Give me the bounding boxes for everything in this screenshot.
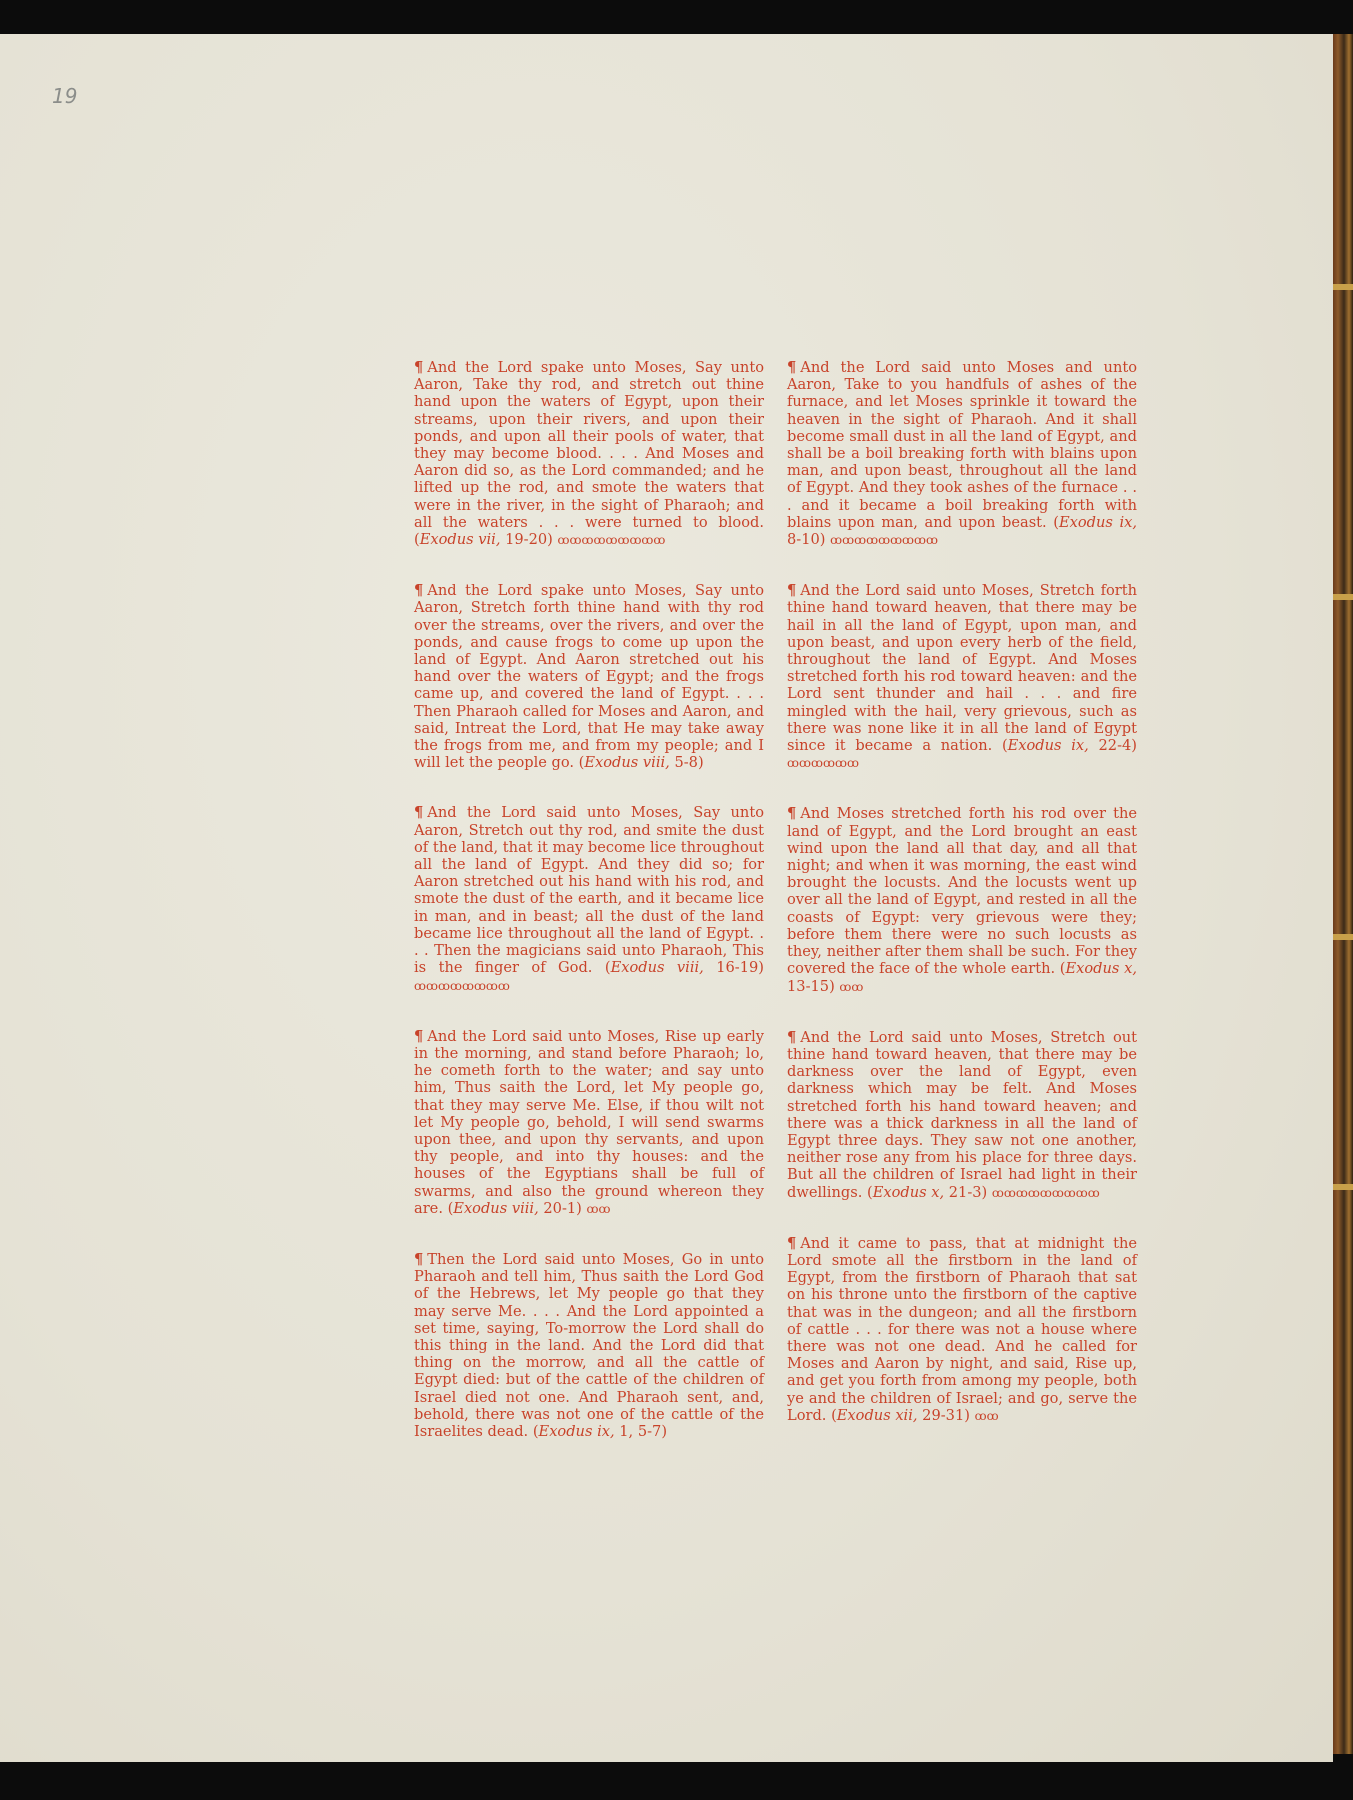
pilcrow-mark: ¶: [787, 805, 797, 823]
passage-text: And the Lord said unto Moses, Stretch out thine hand toward heaven, that there may be darkness over the land of Egypt, even darkness which may be felt. And Moses stretched forth his hand toward heaven; and there was a thick darkness in all the land of Egypt three days. They saw not one another, neither rose any from his place for three days. But all the children of Israel had light in their dwellings.: [787, 1028, 1137, 1201]
folio-number: 19: [52, 84, 78, 108]
reference-book: Exodus ix,: [1007, 737, 1089, 755]
reference-open: (: [1055, 960, 1066, 978]
passage-text: And the Lord said unto Moses, Say unto Aaron, Stretch out thy rod, and smite the dust of the land, that it may become lice throughout all the land of Egypt. And they did so; for Aaron stretched out his hand with his rod, and smote the dust of the earth, and it became lice in man, and in beast; all the dust of the land became lice throughout all the land of Egypt. . . . Then the magicians said unto Pharaoh, This is the finger of God.: [414, 804, 764, 977]
scripture-passage: [787, 582, 1137, 772]
line-ornament: ꝏꝏ: [974, 1408, 999, 1423]
pilcrow-mark: ¶: [787, 359, 797, 376]
passage-text: And the Lord said unto Moses, Rise up early in the morning, and stand before Pharaoh; lo, he cometh forth to the water; and say unto him, Thus saith the Lord, let My people go, that they may serve Me. Else, if thou wilt not let My people go, behold, I will send swarms upon thee, and upon thy servants, and upon thy people, and into thy houses: and the houses of the Egyptians shall be full of swarms, and also the ground whereon they are.: [414, 1027, 764, 1217]
pilcrow-mark: ¶: [414, 1027, 424, 1045]
line-ornament: ꝏꝏꝏꝏꝏꝏ: [787, 756, 859, 771]
pilcrow-mark: ¶: [414, 1250, 424, 1268]
pilcrow-mark: ¶: [414, 804, 424, 822]
pilcrow-mark: ¶: [787, 1028, 797, 1046]
passage-text: And the Lord spake unto Moses, Say unto Aaron, Take thy rod, and stretch out thine hand upon the waters of Egypt, upon their streams, upon their rivers, and upon their ponds, and upon all their pools of water, that they may become blood. . . . And Moses and Aaron did so, as the Lord commanded; and he lifted up the rod, and smote the waters that were in the river, in the sight of Pharaoh; and all the waters . . . were turned to blood.: [414, 359, 764, 531]
passage-text: And the Lord spake unto Moses, Say unto Aaron, Stretch forth thine hand with thy rod over the streams, over the rivers, and over the ponds, and cause frogs to come up upon the land of Egypt. And Aaron stretched out his hand over the waters of Egypt; and the frogs came up, and covered the land of Egypt. . . . Then Pharaoh called for Moses and Aaron, and said, Intreat the Lord, that He may take away the frogs from me, and from my people; and I will let the people go.: [414, 582, 764, 772]
reference-open: (: [992, 737, 1008, 755]
reference-open: (: [592, 959, 611, 977]
reference-book: Exodus x,: [872, 1183, 945, 1201]
scripture-passage: [414, 359, 764, 549]
scripture-passage: [787, 1235, 1137, 1425]
reference-open: (: [826, 1406, 837, 1424]
reference-book: Exodus x,: [1065, 960, 1137, 978]
adjacent-page-edge: [1333, 34, 1353, 1754]
reference-verses: 8-10): [787, 531, 826, 549]
line-ornament: ꝏꝏ: [586, 1201, 611, 1216]
pilcrow-mark: ¶: [414, 359, 424, 376]
scripture-passage: [414, 1028, 764, 1218]
line-ornament: ꝏꝏꝏꝏꝏꝏꝏꝏꝏ: [557, 533, 666, 548]
scripture-passage: [787, 805, 1137, 995]
reference-open: (: [414, 531, 420, 549]
reference-verses: 13-15): [787, 977, 835, 995]
reference-verses: 22-4): [1088, 737, 1137, 755]
scripture-passage: [414, 582, 764, 771]
passage-text: And Moses stretched forth his rod over the land of Egypt, and the Lord brought an east wind upon the land all that day, and all that night; and when it was morning, the east wind brought the locusts. And the locusts went up over all the land of Egypt, and rested in all the coasts of Egypt: very grievous were they; before them there were no such locusts as they, neither after them shall be such. For they covered the face of the whole earth.: [787, 805, 1137, 978]
reference-book: Exodus ix,: [1058, 513, 1137, 531]
spine-band: [1333, 1184, 1353, 1190]
reference-book: Exodus viii,: [453, 1199, 539, 1217]
line-ornament: ꝏꝏꝏꝏꝏꝏꝏꝏ: [414, 978, 510, 993]
passage-text: And it came to pass, that at midnight the Lord smote all the firstborn in the land of Egypt, from the firstborn of Pharaoh that sat on his throne unto the firstborn of the captive that was in the dungeon; and all the firstborn of cattle . . . for there was not a house where there was not one dead. And he called for Moses and Aaron by night, and said, Rise up, and get you forth from among my people, both ye and the children of Israel; and go, serve the Lord.: [787, 1234, 1137, 1424]
line-ornament: ꝏꝏꝏꝏꝏꝏꝏꝏꝏ: [830, 533, 939, 548]
scripture-passage: [787, 1029, 1137, 1202]
pilcrow-mark: ¶: [414, 582, 424, 600]
spine-band: [1333, 934, 1353, 940]
passage-text: And the Lord said unto Moses and unto Aaron, Take to you handfuls of ashes of the furnace, and let Moses sprinkle it toward the heaven in the sight of Pharaoh. And it shall become small dust in all the land of Egypt, and shall be a boil breaking forth with blains upon man, and upon beast, throughout all the land of Egypt. And they took ashes of the furnace . . . and it became a boil breaking forth with blains upon man, and upon beast.: [787, 359, 1137, 531]
line-ornament: ꝏꝏ: [839, 979, 864, 994]
line-ornament: ꝏꝏꝏꝏꝏꝏꝏꝏꝏ: [991, 1185, 1100, 1200]
scripture-passage: [787, 359, 1137, 549]
reference-book: Exodus vii,: [419, 531, 501, 549]
reference-open: (: [862, 1183, 873, 1201]
reference-verses: 20-1): [538, 1199, 582, 1217]
reference-book: Exodus ix,: [538, 1422, 615, 1440]
scripture-passage: [414, 1251, 764, 1440]
reference-verses: 16-19): [703, 959, 764, 977]
reference-open: (: [528, 1422, 539, 1440]
scripture-passage: [414, 804, 764, 994]
reference-book: Exodus viii,: [584, 754, 670, 772]
reference-open: (: [574, 754, 585, 772]
book-page: [0, 34, 1333, 1762]
reference-verses: 29-31): [917, 1406, 970, 1424]
passage-text: Then the Lord said unto Moses, Go in unto Pharaoh and tell him, Thus saith the Lord God of the Hebrews, let My people go that they may serve Me. . . . And the Lord appointed a set time, saying, To-morrow the Lord shall do this thing in the land. And the Lord did that thing on the morrow, and all the cattle of Egypt died: but of the cattle of the children of Israel died not one. And Pharaoh sent, and, behold, there was not one of the cattle of the Israelites dead.: [414, 1250, 764, 1440]
reference-verses: 21-3): [944, 1183, 988, 1201]
reference-verses: 1, 5-7): [614, 1422, 668, 1440]
right-column: [787, 359, 1137, 1458]
pilcrow-mark: ¶: [787, 1234, 797, 1252]
pilcrow-mark: ¶: [787, 582, 797, 600]
reference-verses: 5-8): [669, 754, 704, 772]
reference-verses: 19-20): [500, 531, 553, 549]
spine-band: [1333, 284, 1353, 290]
reference-open: (: [442, 1199, 454, 1217]
reference-book: Exodus viii,: [610, 959, 704, 977]
reference-open: (: [1046, 513, 1059, 531]
left-column: [414, 359, 764, 1473]
passage-text: And the Lord said unto Moses, Stretch forth thine hand toward heaven, that there may be hail in all the land of Egypt, upon man, and upon beast, and upon every herb of the field, throughout the land of Egypt. And Moses stretched forth his rod toward heaven: and the Lord sent thunder and hail . . . and fire mingled with the hail, very grievous, such as there was none like it in all the land of Egypt since it became a nation.: [787, 582, 1137, 755]
reference-book: Exodus xii,: [836, 1406, 918, 1424]
spine-band: [1333, 594, 1353, 600]
